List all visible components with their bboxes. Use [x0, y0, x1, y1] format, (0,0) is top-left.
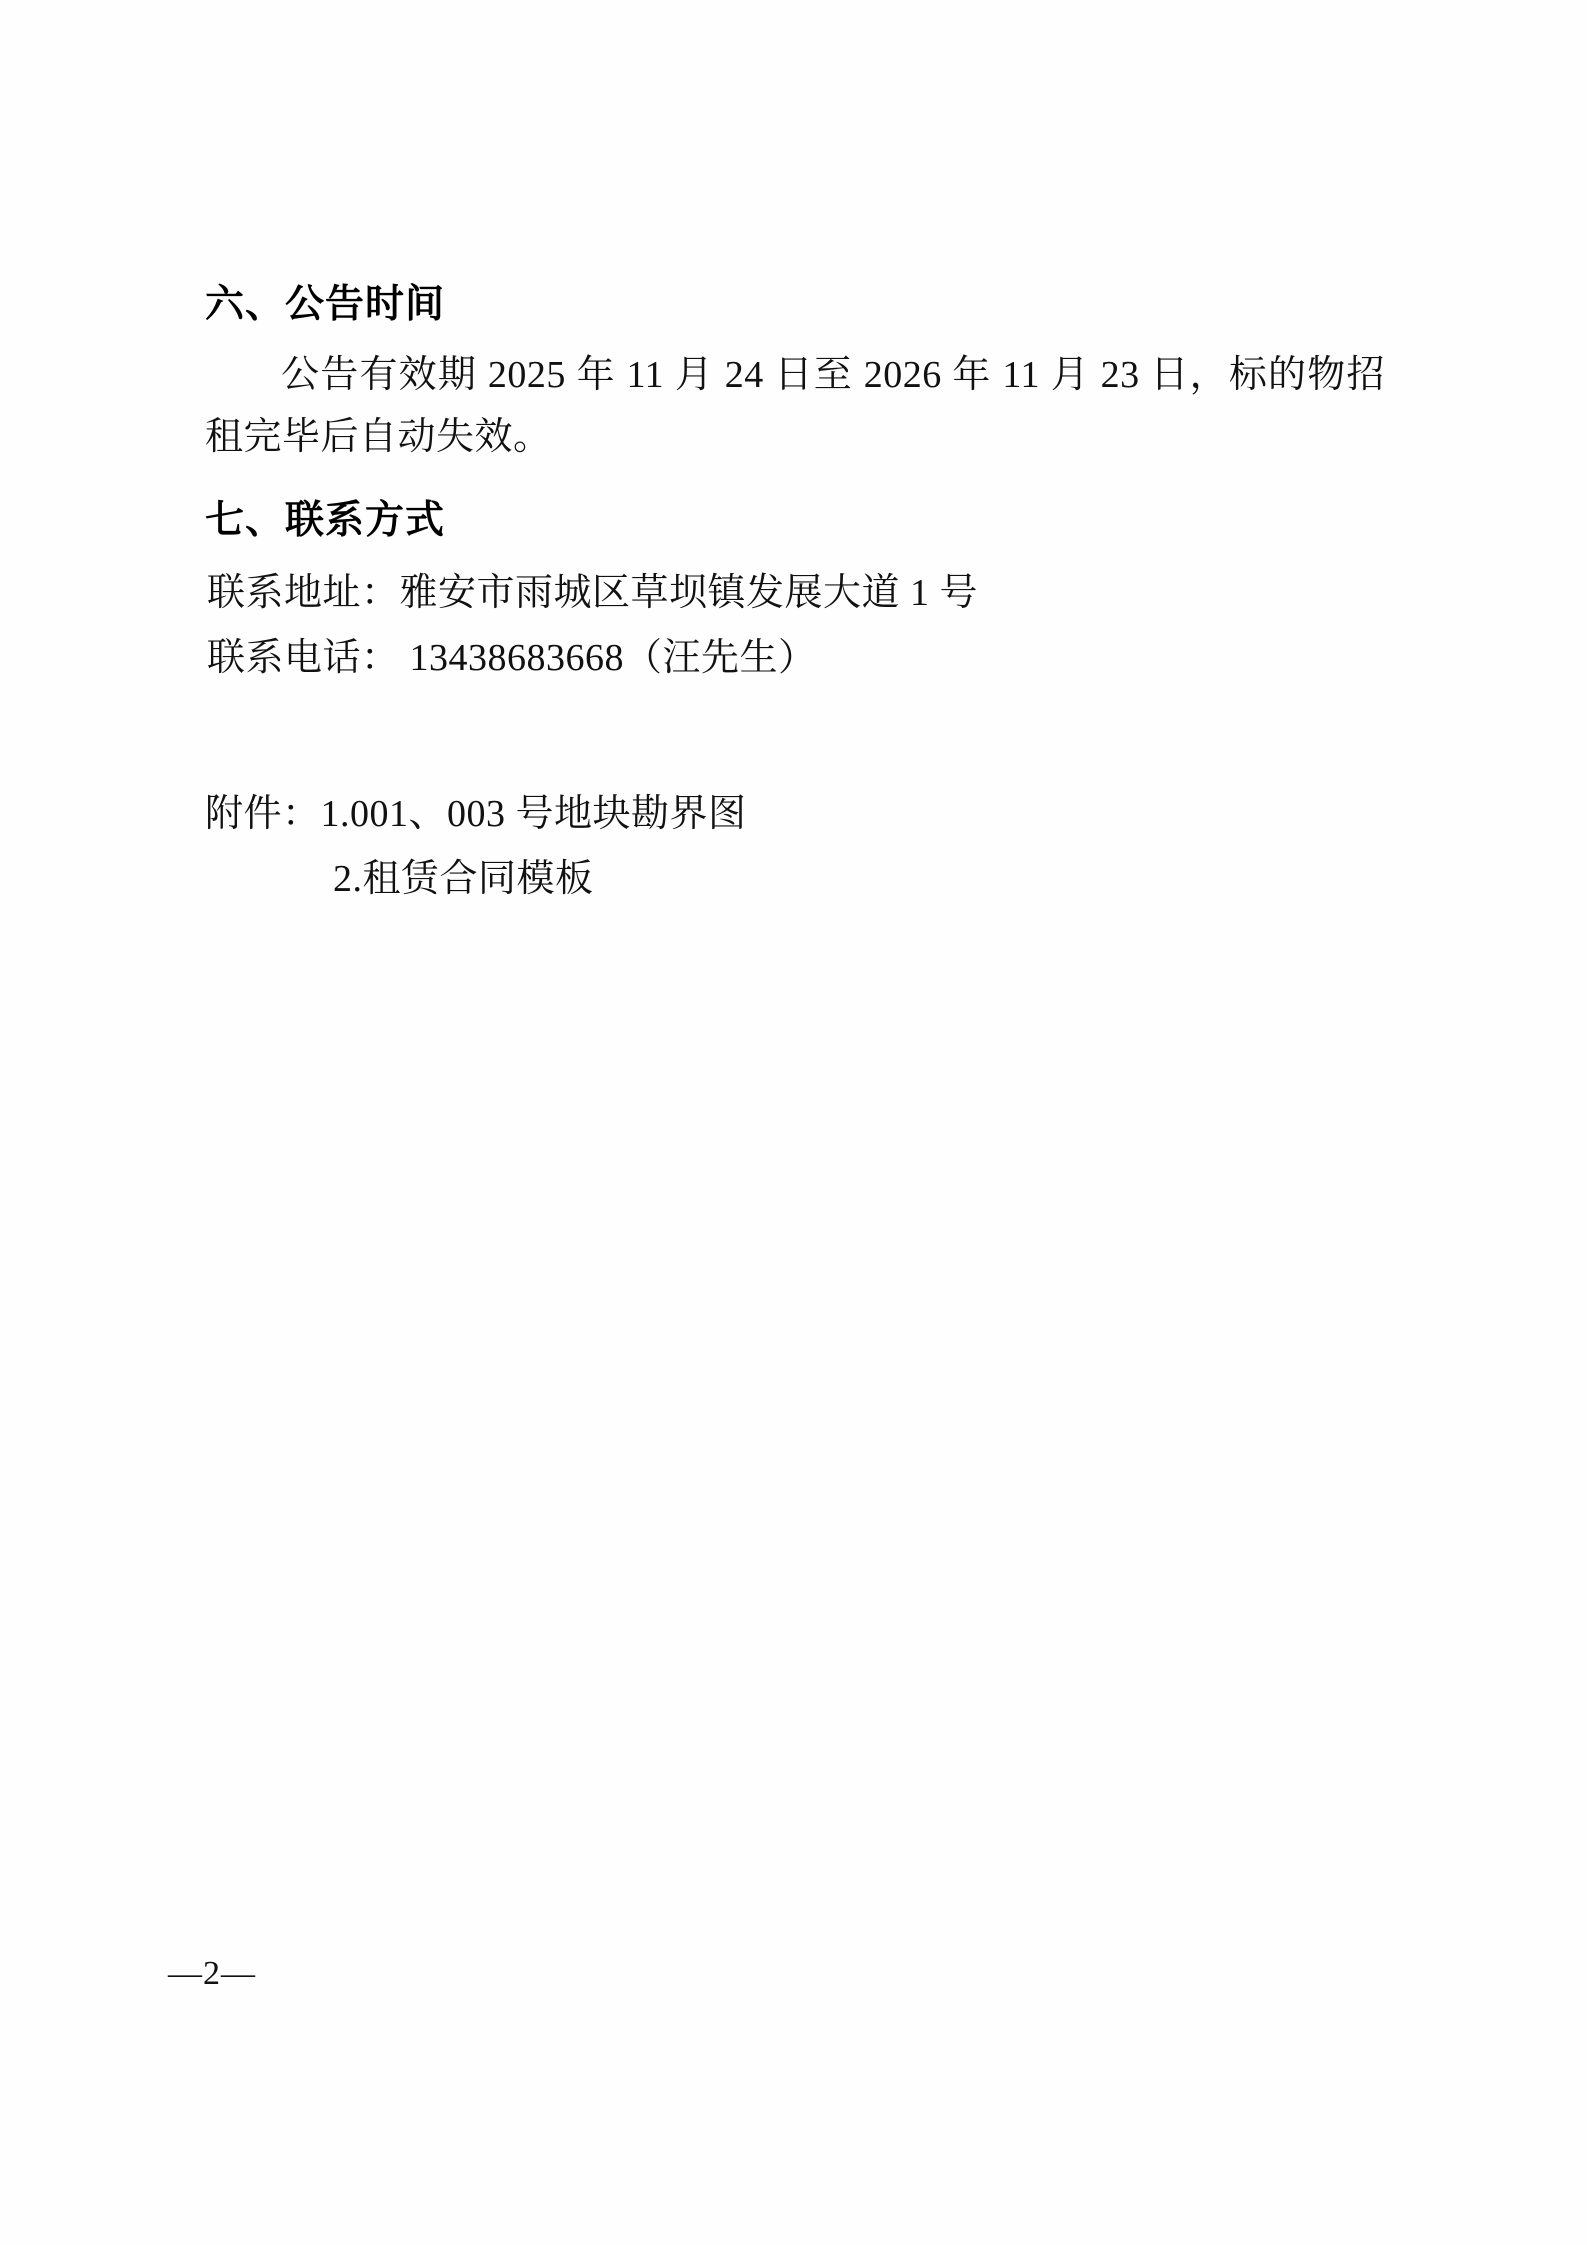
document-content — [205, 275, 1385, 911]
contact-phone-line: 联系电话： 13438683668（汪先生） — [207, 636, 817, 679]
attachment-item-1: 附件：1.001、003 号地块勘界图 — [205, 793, 747, 836]
contact-address-line: 联系地址：雅安市雨城区草坝镇发展大道 1 号 — [207, 571, 979, 614]
paragraph-announcement-validity: 公告有效期 2025 年 11 月 24 日至 2026 年 11 月 23 日，标的物招租完毕后自动失效。 — [205, 354, 1385, 458]
page-number: —2— — [168, 1955, 256, 1992]
section-heading-contact: 七、联系方式 — [205, 498, 446, 542]
spacer-blank-line — [205, 690, 1385, 782]
spacer — [205, 469, 1385, 491]
section-heading-announcement-time: 六、公告时间 — [205, 283, 446, 326]
attachment-item-2: 2.租赁合同模板 — [333, 857, 594, 900]
